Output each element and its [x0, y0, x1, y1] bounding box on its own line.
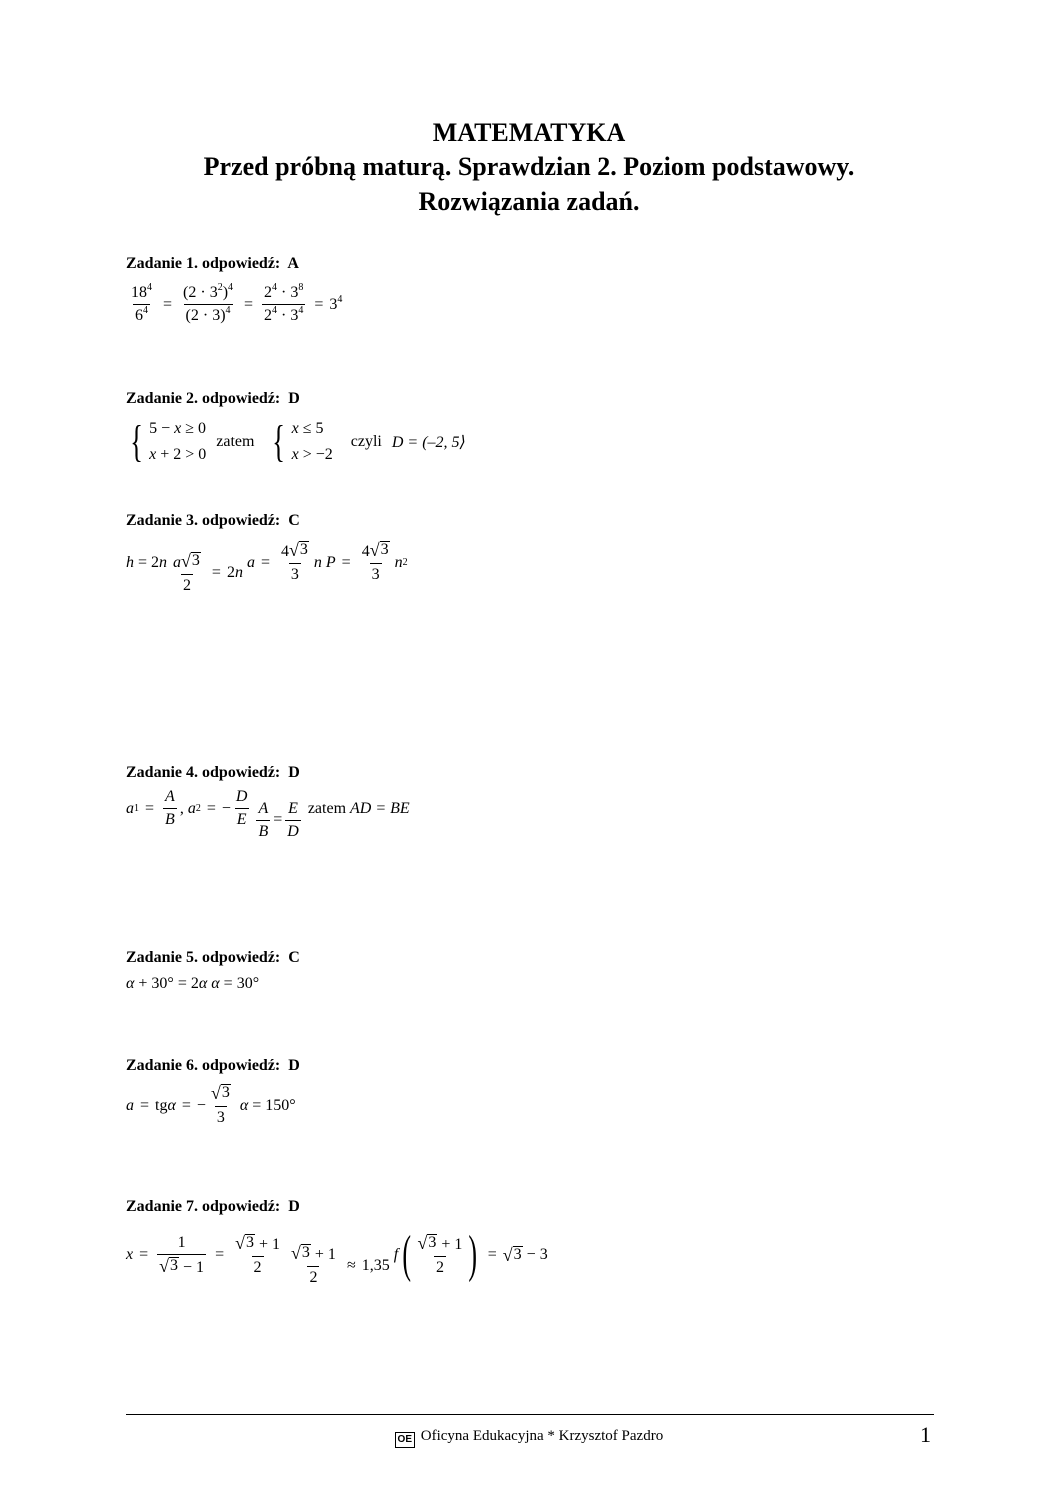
task-answer: D [288, 764, 300, 781]
task-5-solution [126, 975, 259, 993]
word-zatem: zatem [307, 799, 347, 817]
task-answer: D [288, 1198, 300, 1215]
task-label: Zadanie 2. odpowiedź: [126, 390, 281, 407]
equation: a 1 = $\frac{A}{B}$ , a 2 = − $\frac{D}{E}$ [126, 788, 248, 828]
task-label: Zadanie 1. odpowiedź: [126, 255, 281, 272]
equation: a √ 3 2 = 2 n [173, 550, 243, 594]
page-title-solutions: Rozwiązania zadań. [418, 187, 640, 216]
equation: α = 30° [211, 975, 260, 992]
word-czyli: czyli [350, 433, 382, 450]
task-answer: D [288, 390, 300, 407]
page-title-subject: MATEMATYKA [432, 118, 626, 147]
task-label: Zadanie 3. odpowiedź: [126, 512, 281, 529]
task-label: Zadanie 7. odpowiedź: [126, 1198, 281, 1215]
task-1-solution [126, 284, 342, 325]
equation: α = 150° [239, 1096, 296, 1114]
page-title-exam: Przed próbną maturą. Sprawdzian 2. Poziom podstawowy. [203, 152, 855, 181]
domain-result: D = (–2, 5⟩ [391, 434, 466, 451]
task-4-heading [126, 764, 300, 782]
task-6-heading [126, 1057, 300, 1075]
equation [308, 800, 410, 818]
task-2-solution [126, 416, 466, 468]
equation: f ( √ 3 + 1 2 ) = √ 3 − 3 [393, 1226, 548, 1283]
publisher-logo-icon: OE [395, 1432, 415, 1448]
task-answer: D [288, 1057, 300, 1074]
task-label: Zadanie 4. odpowiedź: [126, 764, 281, 781]
task-3-solution [126, 537, 408, 595]
publisher-name: Oficyna Edukacyjna * Krzysztof Pazdro [420, 1428, 664, 1444]
task-answer: C [288, 949, 300, 966]
equation: a = 4 √ 3 3 n [246, 540, 322, 583]
task-answer: A [287, 255, 299, 272]
task-label: Zadanie 6. odpowiedź: [126, 1057, 281, 1074]
task-4-solution [126, 788, 410, 841]
task-6-solution [126, 1084, 296, 1127]
equation: x = 1 √ 3 − 1 = √ 3 + 1 2 [126, 1232, 281, 1276]
task-1-heading [126, 255, 299, 273]
footer-divider [126, 1414, 934, 1415]
equation: P = 4 √ 3 3 n 2 [325, 540, 408, 583]
equation: √ 3 + 1 2 ≈ 1,35 [291, 1243, 390, 1286]
task-7-heading [126, 1198, 300, 1216]
task-7-solution [126, 1225, 548, 1287]
equation: h = 2 n [126, 553, 168, 571]
equation: α + 30° = 2 α [126, 975, 208, 992]
task-answer: C [288, 512, 300, 529]
equation: { 5 − x ≥ 0 x + 2 > 0 zatem { x ≤ 5 x > −2 czyli D = (–2, 5⟩ [130, 417, 466, 466]
page-number: 1 [920, 1422, 931, 1447]
footer [0, 1428, 1058, 1448]
equation: $\frac{A}{B}$ = $\frac{E}{D}$ [258, 799, 299, 840]
task-2-heading [126, 390, 300, 408]
equation: a = tg α = − √ 3 3 [126, 1083, 230, 1126]
ad-be-result: AD = BE [350, 799, 410, 817]
task-5-heading [126, 949, 300, 967]
task-label: Zadanie 5. odpowiedź: [126, 949, 281, 966]
task-3-heading [126, 512, 300, 530]
equation: $\frac{18^4}{6^4}$ = $\frac{(2 \cdot 3^2)^4}{(2 \cdot 3)^4}$ = $\frac{2^4 \cdot 3^8}{2^4 \cdot 3^4}$ = $3^4$ [131, 282, 343, 324]
word-zatem: zatem [216, 433, 255, 450]
